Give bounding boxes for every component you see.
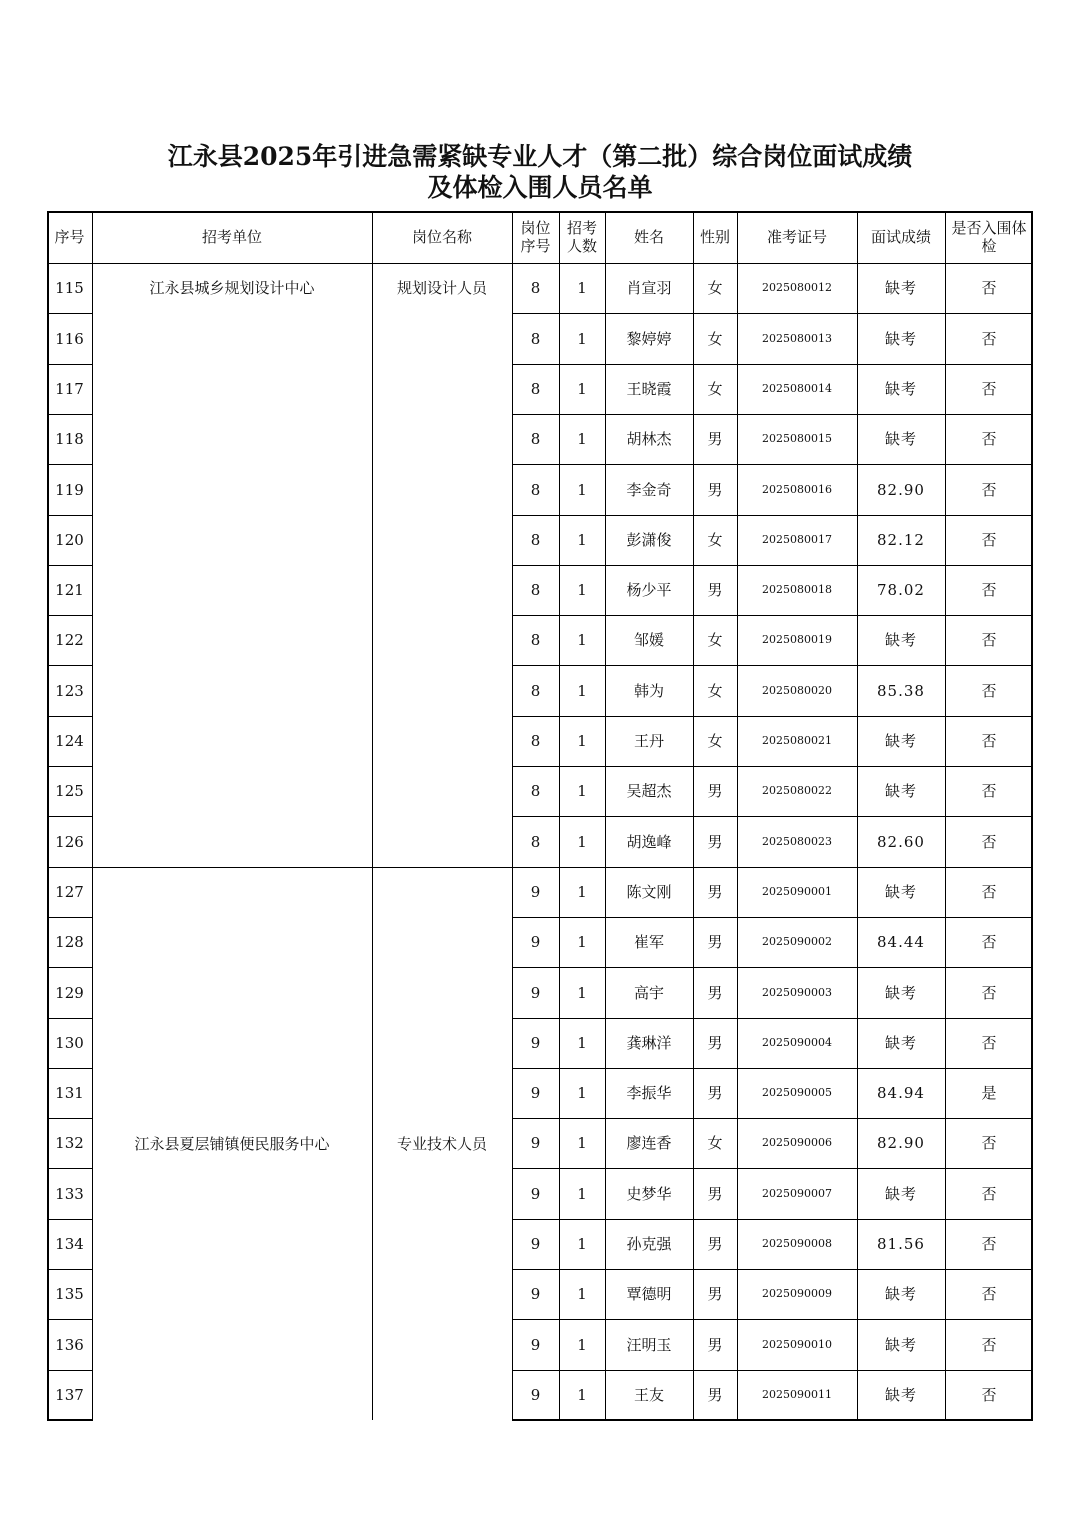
row-post-no: 8 <box>530 832 541 851</box>
row-post-no: 9 <box>530 1084 541 1102</box>
row-gender: 女 <box>707 279 723 297</box>
group-position: 规划设计人员 <box>396 279 487 297</box>
row-pass: 否 <box>981 1386 997 1404</box>
row-divider <box>512 917 1033 918</box>
row-post-no: 9 <box>530 1235 541 1253</box>
column-header: 性别 <box>699 228 730 246</box>
column-divider <box>372 211 373 1420</box>
row-seq: 129 <box>55 983 84 1002</box>
row-ticket-no: 2025080016 <box>762 482 832 496</box>
row-divider <box>47 665 93 666</box>
row-seq: 124 <box>55 732 84 750</box>
row-ticket-no: 2025080021 <box>762 734 832 747</box>
row-name: 胡逸峰 <box>626 832 672 851</box>
row-divider <box>512 1018 1033 1019</box>
row-seq: 132 <box>55 1134 84 1152</box>
row-seq: 117 <box>55 380 84 398</box>
row-ticket-no: 2025080015 <box>762 432 832 445</box>
row-name: 李振华 <box>626 1084 672 1102</box>
row-gender: 男 <box>707 1184 723 1203</box>
row-divider <box>512 364 1033 365</box>
row-name: 崔军 <box>633 933 664 951</box>
row-gender: 男 <box>707 883 723 901</box>
row-seq: 119 <box>55 480 84 499</box>
row-quota: 1 <box>577 1235 587 1253</box>
row-seq: 130 <box>55 1034 84 1052</box>
row-name: 史梦华 <box>626 1184 672 1203</box>
row-score: 缺考 <box>884 1184 917 1203</box>
row-quota: 1 <box>577 380 587 398</box>
row-name: 覃德明 <box>626 1285 672 1303</box>
row-post-no: 8 <box>530 279 541 297</box>
row-divider <box>47 1018 93 1019</box>
row-post-no: 8 <box>530 581 541 599</box>
row-divider <box>512 1319 1033 1320</box>
row-seq: 128 <box>55 933 84 951</box>
column-header: 岗位名称 <box>411 228 472 246</box>
row-quota: 1 <box>577 681 587 700</box>
row-post-no: 8 <box>530 782 541 800</box>
row-divider <box>47 1419 93 1421</box>
row-score: 82.12 <box>877 531 925 549</box>
row-quota: 1 <box>577 782 587 800</box>
row-score: 缺考 <box>884 329 917 348</box>
table-border-top <box>47 211 1033 213</box>
row-ticket-no: 2025080022 <box>762 784 832 797</box>
row-post-no: 8 <box>530 480 541 499</box>
column-header-line: 序号 <box>520 237 551 255</box>
row-ticket-no: 2025090004 <box>762 1036 832 1049</box>
row-gender: 女 <box>707 732 723 750</box>
row-gender: 女 <box>707 329 723 348</box>
row-quota: 1 <box>577 1184 587 1203</box>
row-name: 吴超杰 <box>626 782 672 800</box>
row-ticket-no: 2025080017 <box>762 533 832 546</box>
row-pass: 否 <box>981 883 997 901</box>
row-ticket-no: 2025090009 <box>762 1287 832 1300</box>
row-divider <box>512 515 1033 516</box>
row-name: 孙克强 <box>626 1235 672 1253</box>
row-ticket-no: 2025090002 <box>762 935 832 948</box>
row-divider <box>47 716 93 717</box>
row-score: 78.02 <box>877 581 925 599</box>
row-ticket-no: 2025080018 <box>762 583 832 596</box>
row-score: 缺考 <box>884 1386 917 1404</box>
row-name: 韩为 <box>633 681 664 700</box>
row-score: 82.90 <box>877 1134 925 1152</box>
row-score: 81.56 <box>877 1235 925 1253</box>
row-ticket-no: 2025080023 <box>762 834 832 848</box>
row-score: 82.90 <box>877 480 925 499</box>
row-quota: 1 <box>577 933 587 951</box>
row-post-no: 9 <box>530 1386 541 1404</box>
row-divider <box>512 766 1033 767</box>
column-header-line: 检 <box>981 237 997 255</box>
row-divider <box>512 615 1033 616</box>
row-post-no: 9 <box>530 933 541 951</box>
row-quota: 1 <box>577 480 587 499</box>
row-gender: 男 <box>707 983 723 1002</box>
row-seq: 136 <box>55 1335 84 1354</box>
row-quota: 1 <box>577 581 587 599</box>
row-score: 缺考 <box>884 782 917 800</box>
row-divider <box>512 1168 1033 1169</box>
row-divider <box>512 1269 1033 1270</box>
document-title-line-1: 江永县2025年引进急需紧缺专业人才（第二批）综合岗位面试成绩 <box>167 142 913 171</box>
row-gender: 男 <box>707 480 723 499</box>
row-post-no: 9 <box>530 1335 541 1354</box>
row-pass: 否 <box>981 1235 997 1253</box>
row-ticket-no: 2025080013 <box>762 331 832 345</box>
row-pass: 否 <box>981 832 997 851</box>
document-title-line-2: 及体检入围人员名单 <box>427 173 653 202</box>
row-quota: 1 <box>577 1134 587 1152</box>
row-post-no: 8 <box>530 329 541 348</box>
group-unit: 江永县夏层铺镇便民服务中心 <box>134 1134 330 1153</box>
results-table <box>47 211 1033 1420</box>
row-seq: 122 <box>55 631 84 649</box>
row-divider <box>47 816 93 817</box>
row-divider <box>512 665 1033 666</box>
row-ticket-no: 2025080020 <box>762 683 832 697</box>
row-pass: 否 <box>981 1034 997 1052</box>
row-quota: 1 <box>577 329 587 348</box>
row-name: 廖连香 <box>626 1134 672 1152</box>
row-seq: 118 <box>55 430 84 448</box>
row-quota: 1 <box>577 832 587 851</box>
row-pass: 否 <box>981 531 997 549</box>
row-ticket-no: 2025090007 <box>762 1186 832 1200</box>
row-score: 缺考 <box>884 1034 917 1052</box>
row-name: 高宇 <box>633 983 664 1002</box>
row-score: 缺考 <box>884 430 917 448</box>
row-post-no: 9 <box>530 1285 541 1303</box>
column-header <box>559 211 605 263</box>
row-ticket-no: 2025080019 <box>762 633 832 646</box>
row-divider <box>47 967 93 968</box>
column-header: 姓名 <box>633 228 664 246</box>
row-pass: 否 <box>981 480 997 499</box>
row-post-no: 8 <box>530 732 541 750</box>
row-name: 龚琳洋 <box>626 1034 672 1052</box>
row-quota: 1 <box>577 883 587 901</box>
row-ticket-no: 2025090008 <box>762 1237 832 1250</box>
row-gender: 男 <box>707 1084 723 1102</box>
row-ticket-no: 2025090006 <box>762 1136 832 1149</box>
row-seq: 133 <box>55 1184 84 1203</box>
row-gender: 男 <box>707 1034 723 1052</box>
row-pass: 否 <box>981 279 997 297</box>
row-gender: 男 <box>707 1235 723 1253</box>
row-quota: 1 <box>577 983 587 1002</box>
row-score: 缺考 <box>884 983 917 1002</box>
row-score: 缺考 <box>884 1335 917 1354</box>
row-seq: 120 <box>55 531 84 549</box>
row-divider <box>512 816 1033 817</box>
row-seq: 127 <box>55 883 84 901</box>
row-divider <box>47 1269 93 1270</box>
row-post-no: 8 <box>530 430 541 448</box>
row-gender: 男 <box>707 832 723 851</box>
row-divider <box>47 766 93 767</box>
row-pass: 否 <box>981 430 997 448</box>
row-post-no: 9 <box>530 883 541 901</box>
row-quota: 1 <box>577 279 587 297</box>
row-ticket-no: 2025090010 <box>762 1337 832 1351</box>
row-score: 缺考 <box>884 883 917 901</box>
row-gender: 男 <box>707 782 723 800</box>
row-post-no: 8 <box>530 631 541 649</box>
row-seq: 125 <box>55 782 84 800</box>
column-header: 招考单位 <box>201 228 262 246</box>
row-pass: 否 <box>981 1184 997 1203</box>
row-score: 缺考 <box>884 631 917 649</box>
row-ticket-no: 2025090005 <box>762 1086 832 1099</box>
row-pass: 否 <box>981 732 997 750</box>
row-divider <box>47 1118 93 1119</box>
row-name: 王晓霞 <box>626 380 672 398</box>
row-pass: 否 <box>981 631 997 649</box>
row-divider <box>512 1370 1033 1371</box>
group-unit: 江永县城乡规划设计中心 <box>149 279 315 297</box>
row-name: 汪明玉 <box>626 1335 672 1354</box>
row-seq: 131 <box>55 1084 84 1102</box>
row-score: 82.60 <box>877 832 925 851</box>
row-divider <box>47 565 93 566</box>
column-header-line: 人数 <box>566 237 597 255</box>
row-score: 84.94 <box>877 1084 925 1102</box>
row-pass: 否 <box>981 380 997 398</box>
row-ticket-no: 2025090011 <box>762 1388 832 1401</box>
column-header: 准考证号 <box>766 228 827 246</box>
row-seq: 123 <box>55 681 84 700</box>
row-post-no: 8 <box>530 380 541 398</box>
row-pass: 否 <box>981 983 997 1002</box>
row-score: 缺考 <box>884 279 917 297</box>
row-divider <box>47 515 93 516</box>
row-seq: 116 <box>55 329 84 348</box>
row-quota: 1 <box>577 631 587 649</box>
row-score: 85.38 <box>877 681 925 700</box>
row-quota: 1 <box>577 732 587 750</box>
row-divider <box>47 1370 93 1371</box>
row-divider <box>512 565 1033 566</box>
row-divider <box>47 615 93 616</box>
row-quota: 1 <box>577 430 587 448</box>
row-gender: 男 <box>707 430 723 448</box>
row-name: 肖宣羽 <box>626 279 672 297</box>
column-header-line: 是否入围体 <box>951 219 1027 237</box>
header-divider <box>47 263 1033 264</box>
row-post-no: 8 <box>530 681 541 700</box>
row-divider <box>512 967 1033 968</box>
row-name: 杨少平 <box>626 581 672 599</box>
row-quota: 1 <box>577 1335 587 1354</box>
row-post-no: 8 <box>530 531 541 549</box>
row-name: 邹媛 <box>633 631 664 649</box>
row-gender: 女 <box>707 1134 723 1152</box>
row-divider <box>47 1319 93 1320</box>
column-header: 面试成绩 <box>870 228 931 246</box>
row-divider <box>47 1219 93 1220</box>
row-divider <box>47 1068 93 1069</box>
row-score: 缺考 <box>884 1285 917 1303</box>
row-seq: 135 <box>55 1285 84 1303</box>
row-gender: 男 <box>707 933 723 951</box>
row-pass: 否 <box>981 581 997 599</box>
group-position: 专业技术人员 <box>396 1134 487 1153</box>
row-name: 黎婷婷 <box>626 329 672 348</box>
row-score: 84.44 <box>877 933 925 951</box>
row-divider <box>512 716 1033 717</box>
row-name: 彭潇俊 <box>626 531 672 549</box>
row-ticket-no: 2025090001 <box>762 885 832 898</box>
row-ticket-no: 2025080012 <box>762 281 832 294</box>
row-name: 王丹 <box>633 732 664 750</box>
row-name: 李金奇 <box>626 480 672 499</box>
row-divider <box>47 414 93 415</box>
row-pass: 否 <box>981 933 997 951</box>
row-seq: 121 <box>55 581 84 599</box>
row-seq: 126 <box>55 832 84 851</box>
row-ticket-no: 2025080014 <box>762 382 832 395</box>
row-post-no: 9 <box>530 1184 541 1203</box>
row-quota: 1 <box>577 1084 587 1102</box>
row-divider <box>512 464 1033 465</box>
row-gender: 女 <box>707 531 723 549</box>
row-gender: 女 <box>707 380 723 398</box>
row-gender: 男 <box>707 1285 723 1303</box>
row-divider <box>512 1118 1033 1119</box>
column-header-line: 招考 <box>566 219 597 237</box>
row-name: 胡林杰 <box>626 430 672 448</box>
row-divider <box>512 1219 1033 1220</box>
row-quota: 1 <box>577 1386 587 1404</box>
row-pass: 否 <box>981 1335 997 1354</box>
row-divider <box>47 917 93 918</box>
row-gender: 男 <box>707 1386 723 1404</box>
row-divider <box>512 1068 1033 1069</box>
row-divider <box>47 464 93 465</box>
column-header-line: 岗位 <box>520 219 551 237</box>
row-name: 陈文刚 <box>626 883 672 901</box>
row-quota: 1 <box>577 1034 587 1052</box>
column-header: 序号 <box>54 228 85 246</box>
row-post-no: 9 <box>530 983 541 1002</box>
row-divider <box>47 1168 93 1169</box>
column-header <box>945 211 1033 263</box>
row-pass: 是 <box>981 1084 997 1102</box>
row-quota: 1 <box>577 1285 587 1303</box>
row-score: 缺考 <box>884 732 917 750</box>
row-name: 王友 <box>633 1386 664 1404</box>
row-divider <box>512 313 1033 314</box>
row-divider <box>47 313 93 314</box>
row-seq: 137 <box>55 1386 84 1404</box>
row-divider <box>512 414 1033 415</box>
row-ticket-no: 2025090003 <box>762 985 832 999</box>
row-gender: 女 <box>707 631 723 649</box>
row-post-no: 9 <box>530 1034 541 1052</box>
row-score: 缺考 <box>884 380 917 398</box>
row-gender: 女 <box>707 681 723 700</box>
row-post-no: 9 <box>530 1134 541 1152</box>
row-seq: 134 <box>55 1235 84 1253</box>
row-pass: 否 <box>981 1134 997 1152</box>
row-pass: 否 <box>981 329 997 348</box>
group-divider <box>47 867 1033 868</box>
row-pass: 否 <box>981 681 997 700</box>
row-pass: 否 <box>981 782 997 800</box>
row-gender: 男 <box>707 1335 723 1354</box>
column-header <box>512 211 559 263</box>
row-seq: 115 <box>55 279 84 297</box>
row-divider <box>47 364 93 365</box>
row-pass: 否 <box>981 1285 997 1303</box>
row-gender: 男 <box>707 581 723 599</box>
row-quota: 1 <box>577 531 587 549</box>
row-divider <box>512 1419 1033 1421</box>
